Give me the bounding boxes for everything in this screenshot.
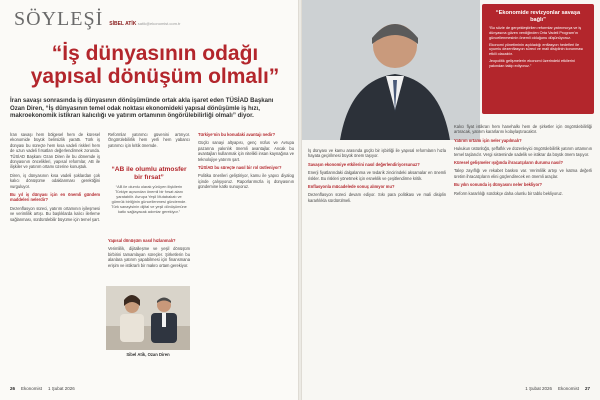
pull-quote-paragraph: Ekonomi yönetiminin açıkladığı enflasyon hedefleri ile uyumlu dezenflasyon süreci ve mali disiplinin korunması etkili olacaktır. <box>489 42 584 57</box>
magazine-name-left: Ekonomist <box>21 386 43 391</box>
body-paragraph: Reformlar yatırımcı güvenini artırıyor. Öngörülebilirlik hem yerli hem yabancı yatırımcı için kritik önemde. <box>108 132 190 148</box>
pull-quote-title: “Ekonomide revizyonlar savaşa bağlı” <box>495 10 581 23</box>
body-paragraph: Dezenflasyon süreci devam ediyor. Sıkı para politikası ve mali disiplin kararlılıkla sürdürülmeli. <box>308 192 446 203</box>
pull-quote-box <box>482 4 594 114</box>
author-name: SİBEL ATİK <box>109 21 137 27</box>
left-column-3 <box>198 132 294 193</box>
people-photo-illustration <box>106 286 190 350</box>
body-paragraph: Verimlilik, dijitalleşme ve yeşil dönüşüm birbirini tamamlayan süreçler. Şirketlerin bu alanlara yatırım yapabilmesi için finansmana erişim ve istikrarlı bir makro ortam gerekiyor. <box>108 246 190 268</box>
section-header <box>14 8 181 31</box>
callout-title: “AB ile olumlu atmosfer bir fırsat” <box>111 166 187 181</box>
pull-quote-paragraph: “Bu sözle de gerçekleştirilen reformlar yatırımcıya ve iş dünyasına güven verdiğinden Orta Vadeli Program’ın güncellenmesinin önemli olduğunu düşünüyoruz. <box>489 26 582 40</box>
interview-question: Enflasyonla mücadelede sonuç alınıyor mu? <box>308 184 395 190</box>
body-paragraph: Dezenflasyon süreci, yatırım ortamının iyileşmesi ve verimlilik artışı. Bu başlıklarda kalıcı ilerleme sağlanması, sürdürülebilir büyüme için temel şart. <box>10 205 100 222</box>
interview-question: Bu yıl iş dünyası için en önemli gündem maddeleri nelerdir? <box>10 192 100 203</box>
right-column-1 <box>308 148 446 206</box>
photo-caption: Sibel Atik, Ozan Diren <box>126 352 170 357</box>
interview-question: Küresel gelişmeler ışığında ihracatçıların durumu nasıl? <box>454 160 563 166</box>
left-column-1 <box>10 132 100 225</box>
pull-quote-body <box>489 26 587 68</box>
section-title: SÖYLEŞİ <box>14 8 104 30</box>
right-column-2 <box>454 124 592 199</box>
interview-question: Bu yılın sonunda iş dünyasını neler bekliyor? <box>454 182 543 188</box>
body-paragraph: İran savaşı hem bölgesel hem de küresel ekonomide büyük belirsizlik yarattı. Türk iş dünyası bu süreçte hem kısa vadeli riskleri hem de uzun vadeli fırsatları değerlendirmek zorunda. TÜSİAD Başkanı Ozan Diren ile bu dönemde iş dünyasının öncelikleri, yapısal reformlar, AB ile ilişkiler ve yatırım ortamı üzerine konuştuk. <box>10 132 100 170</box>
issue-date-right: 1 Şubat 2026 <box>525 386 552 391</box>
page-number-right: 27 <box>584 386 590 391</box>
body-paragraph: Politika önerileri geliştiriyor, kamu ile yapıcı diyalog içinde çalışıyoruz. Raporlarımızla iş dünyasının gündemine katkı sunuyoruz. <box>198 173 294 190</box>
body-paragraph: İş dünyası ve kamu arasında güçlü bir işbirliği ile yapısal reformların hızla hayata geçirilmesi büyük önem taşıyor. <box>308 148 446 159</box>
footer-left <box>10 386 75 391</box>
body-paragraph: Diren, iş dünyasının kısa vadeli şoklardan çok kalıcı dönüşüme odaklanması gerektiğini vurguluyor. <box>10 172 100 189</box>
body-paragraph: Enerji fiyatlarındaki dalgalanma ve tedarik zincirindeki aksamalar en önemli riskler. Bu riskleri yönetmek için esneklik ve çeşitlendirme kritik. <box>308 170 446 181</box>
interview-question: Yapısal dönüşüm nasıl hızlanmalı? <box>108 238 176 243</box>
body-paragraph: Reform kararlılığı sürdükçe daha olumlu bir tablo bekliyoruz. <box>454 190 563 196</box>
portrait-illustration <box>300 0 480 140</box>
article-intro: İran savaşı sonrasında iş dünyasının dönüşümünde ortak akla işaret eden TÜSİAD Başkanı Ozan Diren, “İş dünyasının temel odak noktası ekonomideki yapısal dönüşümle iş hızı, makroekonomik istikrarı kalıcılığı ve yatırım ortamının öngörülebilirliği olmalı” diyor. <box>10 97 274 120</box>
footer-right <box>525 386 590 391</box>
magazine-name-right: Ekonomist <box>557 386 579 391</box>
body-paragraph: Hukukun üstünlüğü, şeffaflık ve düzenleyici öngörülebilirlik yatırım ortamının temel taşlarıdır. Vergi sisteminde sadelik ve istikrar da büyük önem taşıyor. <box>454 146 592 157</box>
page-number-left: 26 <box>10 386 16 391</box>
interview-question: Türkiye’nin bu konudaki avantajı nedir? <box>198 132 276 137</box>
body-paragraph: Kalıcı fiyat istikrarı hem hanehalkı hem de şirketler için öngörülebilirliği artıracak, yatırım kararlarını kolaylaştıracaktır. <box>454 124 592 135</box>
right-page <box>300 0 600 400</box>
interview-question: Savaşın ekonomiye etkilerini nasıl değerlendiriyorsunuz? <box>308 161 420 167</box>
author-email: satik@ekonomist.com.tr <box>137 21 181 26</box>
pull-quote-paragraph: Jeopolitik gelişmelerin ekonomi üzerindeki etkilerini yakından takip ediyoruz.” <box>489 58 575 68</box>
page-spine <box>298 0 302 400</box>
portrait-photo <box>300 0 480 140</box>
article-headline: “İş dünyasının odağı yapısal dönüşüm olmalı” <box>30 42 280 88</box>
interview-question: Yatırım ortamı için neler yapılmalı? <box>454 137 522 143</box>
body-paragraph: Talep zayıflığı ve rekabet baskısı var. Verimlilik artışı ve katma değerli üretim ihracatçıların elini güçlendirecek en önemli araçlar. <box>454 168 592 179</box>
interview-photo <box>106 286 190 350</box>
interview-question: TÜSİAD bu süreçte nasıl bir rol üstleniyor? <box>198 165 282 171</box>
left-column-2-bottom <box>108 238 190 271</box>
callout-body: “AB ile olumlu olarak yürüyen ilişkilerin Türkiye açısından önemli bir fırsat alanı yaratabilir. Avrupa Yeşil Mutabakatı ve gümrük birliğinin güncellenmesi gündemde. Türk sanayisinin dijital ve yeşil dönüşümüne katkı sağlayacak adımlar gerekiyor.” <box>111 184 187 215</box>
issue-date-left: 1 Şubat 2026 <box>48 386 75 391</box>
left-column-2-top <box>108 132 190 151</box>
callout-box <box>110 166 188 214</box>
body-paragraph: Güçlü sanayi altyapısı, genç nüfus ve Avrupa pazarına yakınlık önemli avantajlar. Ancak bu avantajları kullanmak için nitelikli insan kaynağına ve teknolojiye yatırım şart. <box>198 140 294 162</box>
author-byline <box>109 21 180 27</box>
